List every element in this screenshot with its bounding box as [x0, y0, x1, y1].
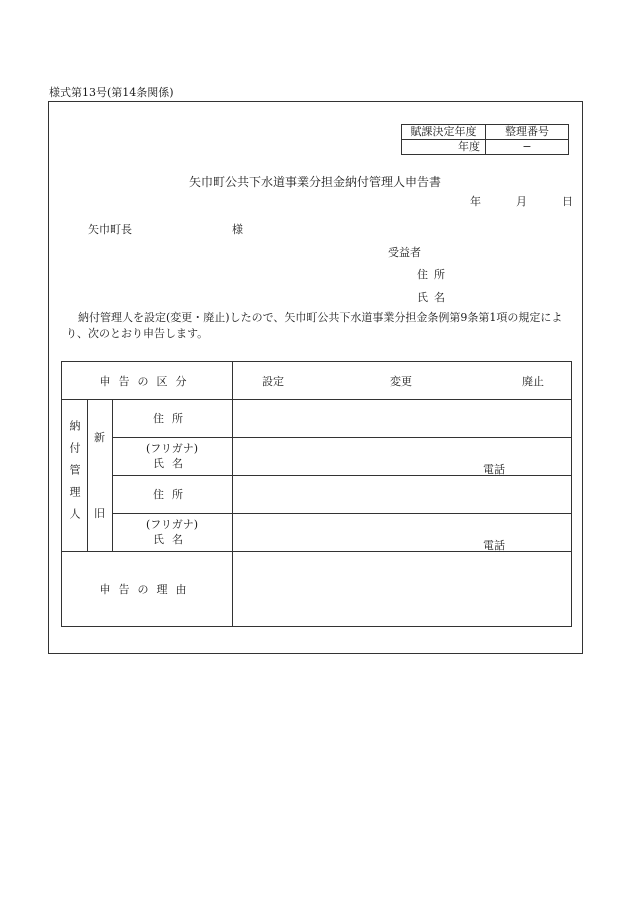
option-abolish[interactable]: 廃止	[522, 374, 544, 388]
beneficiary-label: 受益者	[388, 246, 421, 259]
old-furigana-label: (フリガナ)	[145, 518, 199, 531]
reference-number-value[interactable]: −	[486, 140, 569, 155]
old-name-label-cell	[112, 513, 232, 551]
document-title: 矢巾町公共下水道事業分担金納付管理人申告書	[188, 175, 441, 189]
old-name-field[interactable]	[233, 514, 571, 551]
new-name-field[interactable]	[233, 438, 571, 475]
new-name-label: 氏名	[153, 457, 191, 470]
new-label: 新	[94, 431, 105, 444]
date-year: 年	[470, 195, 481, 208]
date-line	[470, 193, 573, 209]
new-address-label: 住所	[153, 412, 191, 425]
option-establish[interactable]: 設定	[262, 374, 284, 388]
new-furigana-label: (フリガナ)	[145, 442, 199, 455]
new-phone-label: 電話	[483, 463, 505, 476]
option-change[interactable]: 変更	[390, 374, 412, 388]
addressee-name: 矢巾町長	[88, 223, 132, 236]
declaration-table	[61, 361, 572, 627]
assessment-year-value[interactable]: 年度	[402, 140, 486, 155]
beneficiary-address-label: 住所	[417, 268, 451, 281]
ledger-box	[401, 124, 569, 155]
reason-field[interactable]	[233, 552, 571, 626]
addressee-honorific: 様	[232, 223, 243, 236]
date-month: 月	[516, 195, 527, 208]
new-address-field[interactable]	[233, 400, 571, 437]
new-name-label-cell	[112, 437, 232, 475]
old-label: 旧	[94, 507, 105, 520]
category-label: 申告の区分	[99, 374, 195, 388]
old-phone-label: 電話	[483, 539, 505, 552]
old-address-field[interactable]	[233, 476, 571, 513]
assessment-year-header: 賦課決定年度	[402, 125, 486, 140]
date-day: 日	[562, 195, 573, 208]
reason-label: 申告の理由	[99, 582, 195, 596]
old-address-label: 住所	[153, 488, 191, 501]
beneficiary-name-label: 氏名	[417, 291, 451, 304]
statement-text: 納付管理人を設定(変更・廃止)したので、矢巾町公共下水道事業分担金条例第9条第1項の規定により、次のとおり申告します。	[66, 311, 563, 340]
reference-number-header: 整理番号	[486, 125, 569, 140]
form-number: 様式第13号(第14条関係)	[49, 86, 174, 99]
old-name-label: 氏名	[153, 533, 191, 546]
manager-label	[62, 399, 87, 551]
manager-label-text: 納付管理人	[68, 420, 81, 530]
